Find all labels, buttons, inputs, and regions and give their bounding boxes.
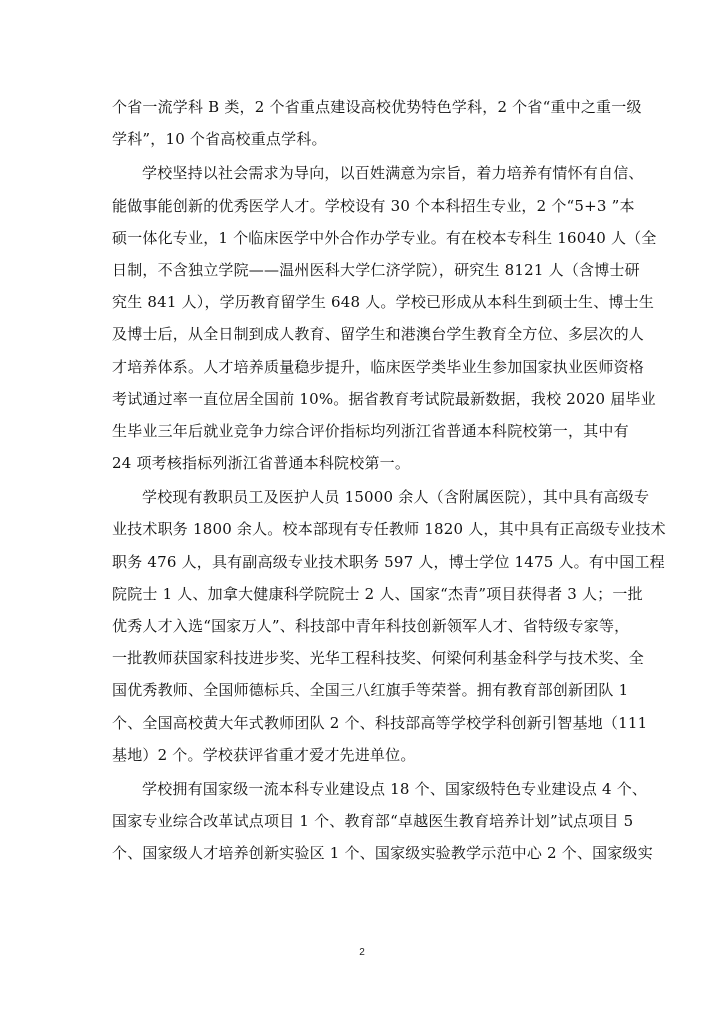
text-line: 生毕业三年后就业竞争力综合评价指标均列浙江省普通本科院校第一，其中有 [112,421,629,440]
text-line: 优秀人才入选“国家万人”、科技部中青年科技创新领军人才、省特级专家等， [112,617,630,635]
text-line: 学科”，10 个省高校重点学科。 [112,130,327,149]
text-line: 个、全国高校黄大年式教师团队 2 个、科技部高等学校学科创新引智基地（111 [112,713,648,732]
text-line: 职务 476 人，具有副高级专业技术职务 597 人，博士学位 1475 人。有中国工程 [112,552,665,571]
text-line: 能做事能创新的优秀医学人才。学校设有 30 个本科招生专业，2 个“5+3 ”本 [112,196,635,215]
text-line: 一批教师获国家科技进步奖、光华工程科技奖、何梁何利基金科学与技术奖、全 [112,649,645,668]
text-line: 个省一流学科 B 类，2 个省重点建设高校优势特色学科，2 个省“重中之重一级 [112,98,642,116]
text-line: 才培养体系。人才培养质量稳步提升，临床医学类毕业生参加国家执业医师资格 [112,357,645,376]
text-line: 及博士后，从全日制到成人教育、留学生和港澳台学生教育全方位、多层次的人 [112,325,645,344]
text-line: 院院士 1 人、加拿大健康科学院院士 2 人、国家“杰青”项目获得者 3 人；一批 [112,584,643,603]
text-line: 国家专业综合改革试点项目 1 个、教育部“卓越医生教育培养计划”试点项目 5 [112,812,634,831]
text-line: 基地）2 个。学校获评省重才爱才先进单位。 [112,745,416,764]
text-line: 硕一体化专业，1 个临床医学中外合作办学专业。有在校本专科生 16040 人（全 [112,228,657,247]
text-line: 日制，不含独立学院——温州医科大学仁济学院），研究生 8121 人（含博士研 [112,260,640,279]
text-line: 个、国家级人才培养创新实验区 1 个、国家级实验教学示范中心 2 个、国家级实 [112,844,653,863]
text-line: 学校坚持以社会需求为导向，以百姓满意为宗旨，着力培养有情怀有自信、 [142,164,644,183]
text-line: 业技术职务 1800 余人。校本部现有专任教师 1820 人，其中具有正高级专业技术 [112,520,666,539]
text-line: 学校拥有国家级一流本科专业建设点 18 个、国家级特色专业建设点 4 个、 [142,779,648,798]
text-line: 24 项考核指标列浙江省普通本科院校第一。 [112,454,411,473]
text-line: 学校现有教职员工及医护人员 15000 余人（含附属医院），其中具有高级专 [142,488,650,507]
text-line: 究生 841 人），学历教育留学生 648 人。学校已形成从本科生到硕士生、博士生 [112,293,655,312]
page-number: 2 [359,947,365,958]
text-line: 国优秀教师、全国师德标兵、全国三八红旗手等荣誉。拥有教育部创新团队 1 [112,681,629,700]
text-line: 考试通过率一直位居全国前 10%。据省教育考试院最新数据，我校 2020 届毕业 [112,389,656,408]
